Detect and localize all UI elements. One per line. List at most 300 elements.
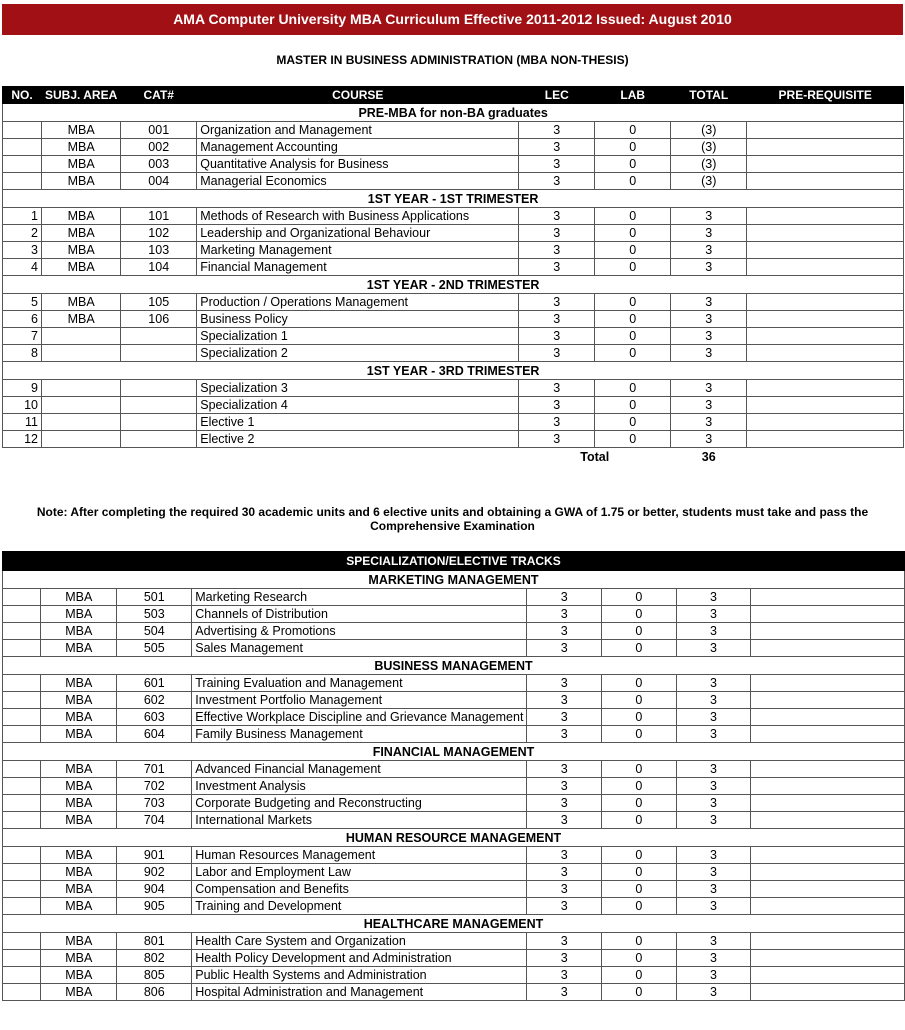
row-number: 2 (3, 225, 42, 242)
lab-units: 0 (602, 881, 677, 898)
lab-units: 0 (602, 812, 677, 829)
prerequisite (751, 847, 905, 864)
total-units: 3 (676, 950, 751, 967)
prerequisite (751, 864, 905, 881)
catalog-number: 505 (117, 640, 192, 657)
lecture-units: 3 (519, 139, 595, 156)
row-number (3, 847, 41, 864)
total-units: 3 (676, 692, 751, 709)
catalog-number: 604 (117, 726, 192, 743)
catalog-number: 102 (121, 225, 197, 242)
table-row (3, 328, 904, 345)
prerequisite (747, 345, 904, 362)
prerequisite (751, 984, 905, 1001)
lecture-units: 3 (527, 726, 602, 743)
program-title: MASTER IN BUSINESS ADMINISTRATION (MBA NON-THESIS) (276, 53, 629, 67)
prerequisite (751, 812, 905, 829)
catalog-number: 603 (117, 709, 192, 726)
row-number (3, 156, 42, 173)
lecture-units: 3 (527, 847, 602, 864)
course-name: Management Accounting (197, 139, 519, 156)
catalog-number: 105 (121, 294, 197, 311)
lecture-units: 3 (527, 933, 602, 950)
lecture-units: 3 (519, 242, 595, 259)
subject-area: MBA (41, 709, 117, 726)
catalog-number: 103 (121, 242, 197, 259)
row-number (3, 589, 41, 606)
catalog-number (121, 431, 197, 448)
subject-area: MBA (42, 294, 121, 311)
table-row (3, 589, 905, 606)
subject-area: MBA (41, 812, 117, 829)
total-units: 3 (671, 311, 747, 328)
table-row (3, 984, 905, 1001)
lecture-units: 3 (527, 709, 602, 726)
prerequisite (747, 208, 904, 225)
row-number (3, 173, 42, 190)
section-header (3, 362, 904, 380)
row-number (3, 933, 41, 950)
subject-area: MBA (42, 311, 121, 328)
total-units: (3) (671, 122, 747, 139)
curriculum-table (2, 86, 904, 466)
prerequisite (751, 967, 905, 984)
comprehensive-exam-note: Note: After completing the required 30 academic units and 6 elective units and obtaining a GWA of 1.75 or better, students must take and pass the Comprehensive Examination (36, 505, 869, 533)
section-title: HUMAN RESOURCE MANAGEMENT (3, 829, 905, 847)
header-lab: LAB (595, 87, 671, 104)
prerequisite (751, 933, 905, 950)
row-number (3, 881, 41, 898)
total-units: 3 (676, 967, 751, 984)
lab-units: 0 (595, 156, 671, 173)
total-units: (3) (671, 173, 747, 190)
lab-units: 0 (595, 345, 671, 362)
total-units: 3 (671, 397, 747, 414)
lab-units: 0 (602, 726, 677, 743)
row-number (3, 864, 41, 881)
total-units: 3 (671, 294, 747, 311)
section-title: 1ST YEAR - 2ND TRIMESTER (3, 276, 904, 294)
prerequisite (747, 414, 904, 431)
total-units: 3 (676, 812, 751, 829)
lab-units: 0 (595, 414, 671, 431)
course-name: Specialization 3 (197, 380, 519, 397)
section-header (3, 276, 904, 294)
prerequisite (751, 881, 905, 898)
catalog-number: 501 (117, 589, 192, 606)
course-name: Advanced Financial Management (192, 761, 527, 778)
subject-area: MBA (41, 606, 117, 623)
course-name: Production / Operations Management (197, 294, 519, 311)
prerequisite (751, 795, 905, 812)
catalog-number: 504 (117, 623, 192, 640)
course-name: Compensation and Benefits (192, 881, 527, 898)
lab-units: 0 (602, 692, 677, 709)
prerequisite (747, 397, 904, 414)
row-number: 12 (3, 431, 42, 448)
table-row (3, 778, 905, 795)
lab-units: 0 (595, 397, 671, 414)
lecture-units: 3 (527, 640, 602, 657)
catalog-number: 601 (117, 675, 192, 692)
prerequisite (751, 709, 905, 726)
lecture-units: 3 (519, 397, 595, 414)
table-row (3, 122, 904, 139)
row-number: 3 (3, 242, 42, 259)
row-number: 5 (3, 294, 42, 311)
lecture-units: 3 (519, 225, 595, 242)
row-number: 4 (3, 259, 42, 276)
subject-area: MBA (41, 589, 117, 606)
catalog-number (121, 345, 197, 362)
table-row (3, 812, 905, 829)
prerequisite (751, 778, 905, 795)
catalog-number: 805 (117, 967, 192, 984)
course-name: International Markets (192, 812, 527, 829)
course-name: Elective 2 (197, 431, 519, 448)
total-units: 3 (676, 898, 751, 915)
catalog-number: 701 (117, 761, 192, 778)
lab-units: 0 (602, 984, 677, 1001)
table-row (3, 139, 904, 156)
lab-units: 0 (595, 242, 671, 259)
row-number: 6 (3, 311, 42, 328)
section-header (3, 915, 905, 933)
subject-area: MBA (41, 950, 117, 967)
prerequisite (747, 294, 904, 311)
total-units: 3 (676, 864, 751, 881)
table-row (3, 640, 905, 657)
total-units: 3 (676, 984, 751, 1001)
total-row (3, 448, 904, 466)
total-units: 3 (676, 778, 751, 795)
table-row (3, 795, 905, 812)
row-number (3, 761, 41, 778)
section-header (3, 657, 905, 675)
course-name: Hospital Administration and Management (192, 984, 527, 1001)
section-title: BUSINESS MANAGEMENT (3, 657, 905, 675)
subject-area: MBA (41, 726, 117, 743)
lecture-units: 3 (527, 692, 602, 709)
catalog-number: 106 (121, 311, 197, 328)
course-name: Effective Workplace Discipline and Grievance Management (192, 709, 527, 726)
table-row (3, 692, 905, 709)
subject-area (42, 414, 121, 431)
table-header-row (3, 87, 904, 104)
prerequisite (747, 328, 904, 345)
course-name: Advertising & Promotions (192, 623, 527, 640)
catalog-number: 004 (121, 173, 197, 190)
table-row (3, 431, 904, 448)
catalog-number: 001 (121, 122, 197, 139)
lecture-units: 3 (519, 414, 595, 431)
course-name: Health Policy Development and Administration (192, 950, 527, 967)
lecture-units: 3 (527, 606, 602, 623)
catalog-number: 503 (117, 606, 192, 623)
table-row (3, 156, 904, 173)
catalog-number: 806 (117, 984, 192, 1001)
row-number (3, 967, 41, 984)
course-name: Specialization 2 (197, 345, 519, 362)
prerequisite (751, 692, 905, 709)
subject-area: MBA (42, 259, 121, 276)
subject-area: MBA (41, 967, 117, 984)
table-row (3, 311, 904, 328)
subject-area: MBA (41, 881, 117, 898)
row-number (3, 623, 41, 640)
lecture-units: 3 (527, 795, 602, 812)
lecture-units: 3 (519, 259, 595, 276)
course-name: Health Care System and Organization (192, 933, 527, 950)
table-row (3, 933, 905, 950)
row-number (3, 795, 41, 812)
catalog-number: 904 (117, 881, 192, 898)
subject-area: MBA (41, 692, 117, 709)
lab-units: 0 (602, 640, 677, 657)
header-prerequisite: PRE-REQUISITE (747, 87, 904, 104)
lecture-units: 3 (527, 778, 602, 795)
table-row (3, 847, 905, 864)
document-banner: AMA Computer University MBA Curriculum Effective 2011-2012 Issued: August 2010 (2, 4, 903, 35)
course-name: Specialization 1 (197, 328, 519, 345)
subject-area (42, 397, 121, 414)
lecture-units: 3 (527, 675, 602, 692)
total-units: 3 (676, 709, 751, 726)
section-header (3, 829, 905, 847)
course-name: Quantitative Analysis for Business (197, 156, 519, 173)
lecture-units: 3 (519, 294, 595, 311)
lecture-units: 3 (519, 380, 595, 397)
row-number (3, 778, 41, 795)
table-row (3, 709, 905, 726)
lab-units: 0 (602, 967, 677, 984)
course-name: Specialization 4 (197, 397, 519, 414)
table-row (3, 259, 904, 276)
subject-area (42, 380, 121, 397)
lecture-units: 3 (519, 122, 595, 139)
lab-units: 0 (602, 709, 677, 726)
header-lec: LEC (519, 87, 595, 104)
lab-units: 0 (602, 761, 677, 778)
row-number: 7 (3, 328, 42, 345)
subject-area: MBA (42, 139, 121, 156)
lab-units: 0 (595, 259, 671, 276)
total-units: 3 (671, 208, 747, 225)
section-header (3, 104, 904, 122)
catalog-number: 704 (117, 812, 192, 829)
row-number (3, 898, 41, 915)
section-header (3, 743, 905, 761)
subject-area: MBA (42, 242, 121, 259)
tracks-body (3, 552, 905, 1001)
prerequisite (751, 589, 905, 606)
subject-area: MBA (42, 173, 121, 190)
lab-units: 0 (595, 431, 671, 448)
subject-area (42, 328, 121, 345)
catalog-number: 902 (117, 864, 192, 881)
total-units: 3 (676, 675, 751, 692)
course-name: Financial Management (197, 259, 519, 276)
subject-area: MBA (41, 847, 117, 864)
row-number: 11 (3, 414, 42, 431)
table-row (3, 294, 904, 311)
prerequisite (751, 898, 905, 915)
course-name: Leadership and Organizational Behaviour (197, 225, 519, 242)
section-title: HEALTHCARE MANAGEMENT (3, 915, 905, 933)
course-name: Human Resources Management (192, 847, 527, 864)
total-units: 3 (671, 414, 747, 431)
total-units: 3 (676, 761, 751, 778)
row-number (3, 726, 41, 743)
catalog-number: 101 (121, 208, 197, 225)
prerequisite (751, 675, 905, 692)
lab-units: 0 (595, 328, 671, 345)
lecture-units: 3 (519, 328, 595, 345)
prerequisite (747, 173, 904, 190)
lecture-units: 3 (519, 208, 595, 225)
subject-area: MBA (42, 225, 121, 242)
row-number (3, 139, 42, 156)
lab-units: 0 (595, 311, 671, 328)
lab-units: 0 (602, 950, 677, 967)
catalog-number: 104 (121, 259, 197, 276)
table-row (3, 623, 905, 640)
subject-area: MBA (41, 795, 117, 812)
subject-area: MBA (41, 864, 117, 881)
total-label: Total (580, 449, 610, 464)
row-number (3, 675, 41, 692)
lab-units: 0 (595, 173, 671, 190)
table-row (3, 761, 905, 778)
table-row (3, 414, 904, 431)
catalog-number: 801 (117, 933, 192, 950)
total-units: 3 (671, 259, 747, 276)
prerequisite (747, 311, 904, 328)
subject-area: MBA (41, 761, 117, 778)
course-name: Family Business Management (192, 726, 527, 743)
prerequisite (751, 726, 905, 743)
row-number (3, 709, 41, 726)
prerequisite (747, 139, 904, 156)
lecture-units: 3 (519, 345, 595, 362)
lab-units: 0 (595, 139, 671, 156)
lecture-units: 3 (527, 623, 602, 640)
course-name: Labor and Employment Law (192, 864, 527, 881)
course-name: Investment Portfolio Management (192, 692, 527, 709)
catalog-number (121, 380, 197, 397)
catalog-number (121, 414, 197, 431)
table-row (3, 225, 904, 242)
course-name: Training Evaluation and Management (192, 675, 527, 692)
total-units: 3 (671, 242, 747, 259)
lecture-units: 3 (527, 950, 602, 967)
table-row (3, 675, 905, 692)
row-number (3, 122, 42, 139)
section-title: 1ST YEAR - 3RD TRIMESTER (3, 362, 904, 380)
row-number: 1 (3, 208, 42, 225)
tracks-title: SPECIALIZATION/ELECTIVE TRACKS (3, 552, 905, 571)
lab-units: 0 (602, 623, 677, 640)
row-number (3, 606, 41, 623)
course-name: Training and Development (192, 898, 527, 915)
lecture-units: 3 (527, 864, 602, 881)
lab-units: 0 (602, 795, 677, 812)
lab-units: 0 (602, 933, 677, 950)
prerequisite (747, 156, 904, 173)
subject-area: MBA (41, 640, 117, 657)
lab-units: 0 (602, 864, 677, 881)
subject-area: MBA (42, 208, 121, 225)
total-units: 3 (671, 431, 747, 448)
total-units: 3 (676, 623, 751, 640)
total-units: 3 (676, 726, 751, 743)
table-row (3, 726, 905, 743)
lecture-units: 3 (519, 431, 595, 448)
table-row (3, 208, 904, 225)
row-number: 9 (3, 380, 42, 397)
course-name: Sales Management (192, 640, 527, 657)
header-subj-area: SUBJ. AREA (42, 87, 121, 104)
prerequisite (747, 431, 904, 448)
subject-area: MBA (41, 675, 117, 692)
total-value: 36 (701, 449, 716, 464)
prerequisite (751, 640, 905, 657)
table-row (3, 397, 904, 414)
prerequisite (747, 380, 904, 397)
lecture-units: 3 (519, 311, 595, 328)
curriculum-body (3, 104, 904, 448)
tracks-table (2, 551, 905, 1001)
row-number (3, 984, 41, 1001)
table-row (3, 864, 905, 881)
prerequisite (747, 242, 904, 259)
prerequisite (747, 259, 904, 276)
header-cat: CAT# (121, 87, 197, 104)
catalog-number: 905 (117, 898, 192, 915)
course-name: Channels of Distribution (192, 606, 527, 623)
section-header (3, 571, 905, 589)
header-course: COURSE (197, 87, 519, 104)
total-units: 3 (676, 589, 751, 606)
table-row (3, 950, 905, 967)
course-name: Organization and Management (197, 122, 519, 139)
table-row (3, 345, 904, 362)
total-units: 3 (676, 640, 751, 657)
table-row (3, 606, 905, 623)
table-row (3, 380, 904, 397)
tracks-header-row (3, 552, 905, 571)
prerequisite (751, 606, 905, 623)
total-units: 3 (676, 795, 751, 812)
course-name: Business Policy (197, 311, 519, 328)
section-header (3, 190, 904, 208)
lab-units: 0 (602, 589, 677, 606)
prerequisite (751, 623, 905, 640)
total-units: 3 (676, 933, 751, 950)
row-number (3, 640, 41, 657)
header-total: TOTAL (671, 87, 747, 104)
lab-units: 0 (602, 898, 677, 915)
lab-units: 0 (602, 675, 677, 692)
prerequisite (747, 225, 904, 242)
subject-area: MBA (41, 898, 117, 915)
total-units: (3) (671, 156, 747, 173)
lab-units: 0 (595, 294, 671, 311)
prerequisite (751, 950, 905, 967)
lab-units: 0 (602, 847, 677, 864)
section-title: FINANCIAL MANAGEMENT (3, 743, 905, 761)
course-name: Public Health Systems and Administration (192, 967, 527, 984)
